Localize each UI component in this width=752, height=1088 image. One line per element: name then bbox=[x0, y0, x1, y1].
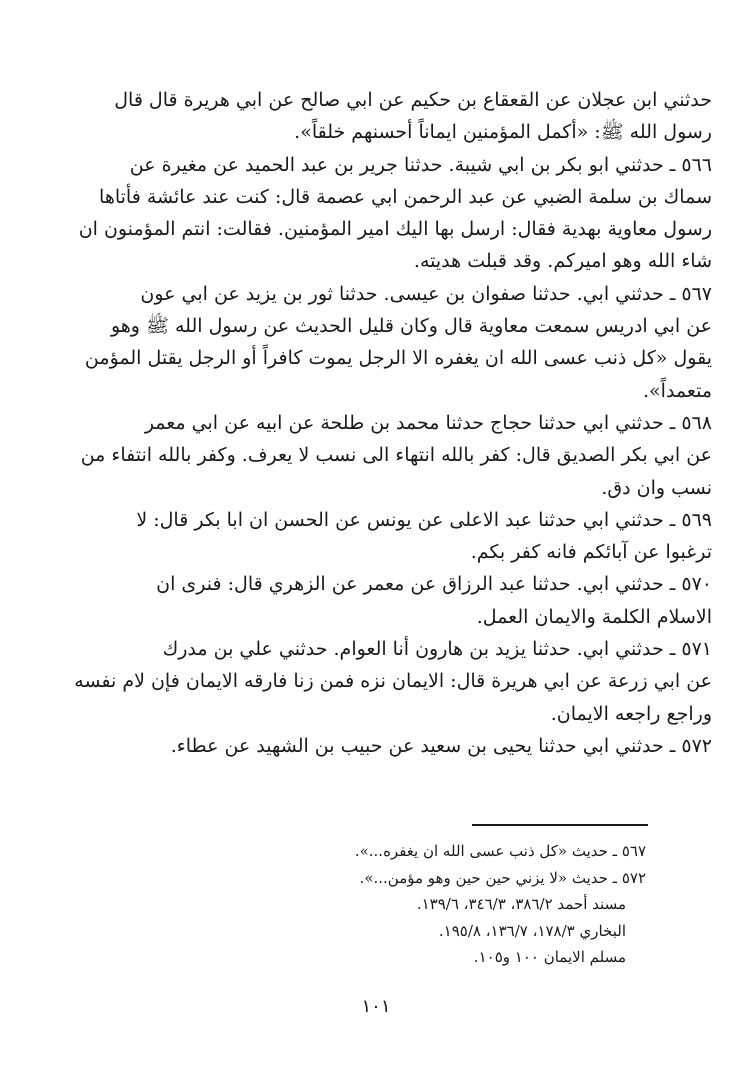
text-line: عن ابي بكر الصديق قال: كفر بالله انتهاء الى نسب لا يعرف. وكفر بالله انتفاء من bbox=[80, 444, 712, 467]
text-line: ٥٦٧ ـ حدثني ابي. حدثنا صفوان بن عيسى. حدثنا ثور بن يزيد عن ابي عون bbox=[140, 282, 712, 305]
text-line: رسول الله ﷺ: «أكمل المؤمنين ايماناً أحسنهم خلقاً». bbox=[294, 121, 712, 144]
text-line: ٥٦٦ ـ حدثني ابو بكر بن ابي شيبة. حدثنا جرير بن عبد الحميد عن مغيرة عن bbox=[129, 153, 712, 176]
text-line: وراجع راجعه الايمان. bbox=[550, 702, 712, 725]
footnote-separator bbox=[472, 824, 648, 826]
footnote-line: البخاري ١٧٨/٣، ١٣٦/٧، ١٩٥/٨. bbox=[438, 921, 626, 940]
text-line: متعمداً». bbox=[643, 379, 712, 402]
text-line: ٥٧١ ـ حدثني ابي. حدثنا يزيد بن هارون أنا العوام. حدثني علي بن مدرك bbox=[162, 638, 712, 661]
text-line: ٥٧٠ ـ حدثني ابي. حدثنا عبد الرزاق عن معمر عن الزهري قال: فنرى ان bbox=[156, 573, 712, 596]
text-line: ٥٦٩ ـ حدثني ابي حدثنا عبد الاعلى عن يونس عن الحسن ان ابا بكر قال: لا bbox=[136, 508, 712, 531]
footnote-line: ٥٦٧ ـ حديث «كل ذنب عسى الله ان يغفره...». bbox=[354, 842, 646, 860]
text-line: ٥٧٢ ـ حدثني ابي حدثنا يحيى بن سعيد عن حبيب بن الشهيد عن عطاء. bbox=[170, 734, 712, 757]
text-line: ٥٦٨ ـ حدثني ابي حدثنا حجاج حدثنا محمد بن طلحة عن ابيه عن ابي معمر bbox=[144, 411, 712, 434]
text-line: رسول معاوية بهدية فقال: ارسل بها اليك امير المؤمنين. فقالت: انتم المؤمنون ان bbox=[78, 218, 712, 241]
text-line: نسب وان دق. bbox=[601, 476, 712, 499]
page-number: ١٠١ bbox=[361, 996, 391, 1017]
footnotes bbox=[180, 838, 646, 971]
text-line: الاسلام الكلمة والايمان العمل. bbox=[476, 605, 712, 628]
text-line: سماك بن سلمة الضبي عن عبد الرحمن ابي عصمة قال: كنت عند عائشة فأتاها bbox=[99, 185, 712, 208]
text-line: ترغبوا عن آبائكم فانه كفر بكم. bbox=[470, 541, 712, 564]
footnote-line: مسند أحمد ٣٨٦/٢، ٣٤٦/٣، ١٣٩/٦. bbox=[416, 895, 626, 913]
text-line: عن ابي ادريس سمعت معاوية قال وكان قليل الحديث عن رسول الله ﷺ وهو bbox=[110, 315, 712, 338]
footnote-line: مسلم الايمان ١٠٠ و١٠٥. bbox=[473, 948, 626, 966]
text-line: يقول «كل ذنب عسى الله ان يغفره الا الرجل يموت كافراً أو الرجل يقتل المؤمن bbox=[84, 347, 712, 370]
text-line: عن ابي زرعة عن ابي هريرة قال: الايمان نزه فمن زنا فارقه الايمان فإن لام نفسه bbox=[74, 670, 712, 693]
text-line: حدثني ابن عجلان عن القعقاع بن حكيم عن ابي صالح عن ابي هريرة قال قال bbox=[114, 89, 712, 111]
footnote-line: ٥٧٢ ـ حديث «لا يزني حين حين وهو مؤمن...». bbox=[359, 868, 646, 887]
main-text bbox=[74, 84, 712, 762]
text-line: شاء الله وهو اميركم. وقد قبلت هديته. bbox=[413, 250, 712, 273]
